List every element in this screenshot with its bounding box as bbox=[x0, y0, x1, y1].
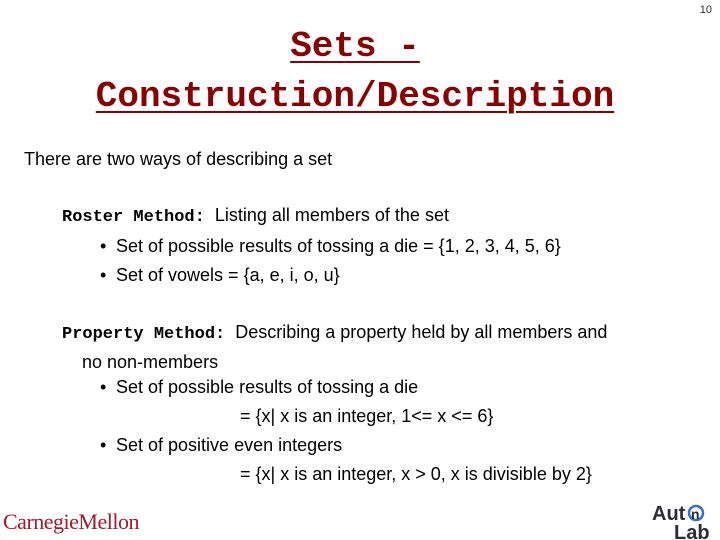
slide-title bbox=[0, 22, 710, 122]
property-description: Describing a property held by all members and bbox=[235, 322, 608, 342]
intro-text: There are two ways of describing a set bbox=[24, 149, 333, 169]
carnegie-mellon-logo: CarnegieMellon bbox=[3, 509, 139, 534]
roster-method-section bbox=[62, 201, 561, 290]
list-item bbox=[62, 232, 561, 261]
set-builder-equation: = {x| x is an integer, x > 0, x is divisible by 2} bbox=[240, 464, 592, 484]
roster-description: Listing all members of the set bbox=[214, 205, 449, 225]
property-heading: Property Method: bbox=[62, 325, 226, 344]
auton-logo-top: Aut bbox=[652, 503, 686, 525]
auton-logo-bottom: Lab bbox=[674, 522, 710, 540]
title-line-1: Sets - bbox=[290, 26, 420, 67]
bullet-text: Set of positive even integers bbox=[116, 435, 343, 455]
title-line-2: Construction/Description bbox=[95, 76, 615, 117]
list-item bbox=[62, 373, 607, 402]
property-heading-line bbox=[62, 316, 607, 351]
bullet-text: Set of possible results of tossing a die = {1, 2, 3, 4, 5, 6} bbox=[116, 236, 561, 256]
list-item bbox=[62, 431, 607, 460]
bullet-text: Set of possible results of tossing a die bbox=[116, 377, 419, 397]
property-description-cont: no non-members bbox=[82, 352, 219, 372]
roster-heading-line bbox=[62, 201, 561, 232]
list-item bbox=[62, 261, 561, 290]
roster-heading: Roster Method: bbox=[62, 208, 205, 227]
set-builder-equation: = {x| x is an integer, 1<= x <= 6} bbox=[240, 406, 494, 426]
page-number: 10 bbox=[699, 4, 712, 16]
auton-lab-logo bbox=[650, 500, 714, 540]
property-method-section bbox=[62, 316, 607, 489]
bullet-text: Set of vowels = {a, e, i, o, u} bbox=[116, 265, 340, 285]
auton-logo-n: n bbox=[691, 506, 700, 522]
